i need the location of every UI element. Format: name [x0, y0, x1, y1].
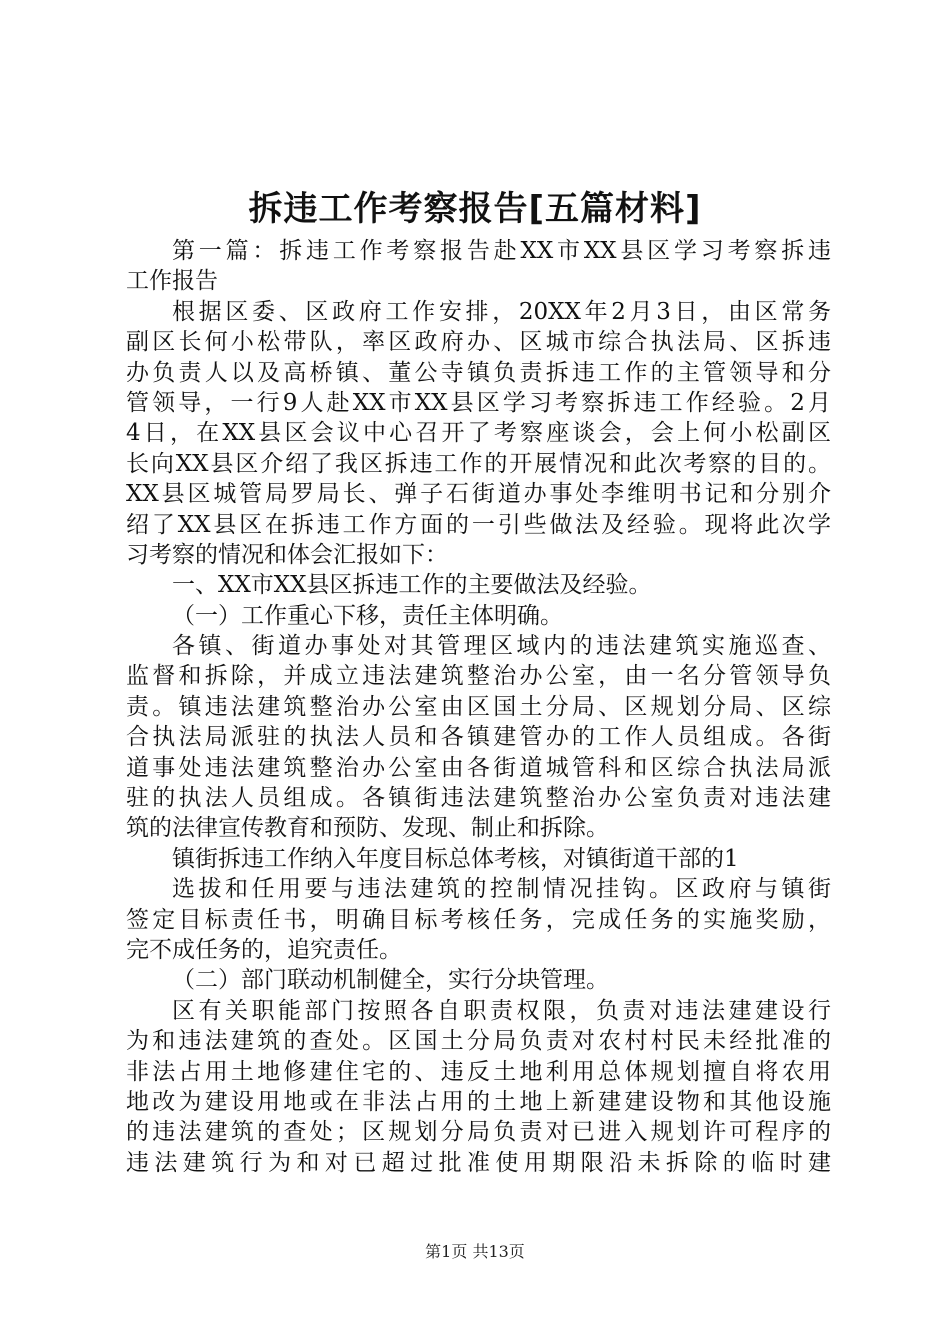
text-line: 第一篇：拆违工作考察报告赴XX市XX县区学习考察拆违	[172, 238, 831, 264]
text-line: 长向XX县区介绍了我区拆违工作的开展情况和此次考察的目的。	[126, 450, 831, 477]
text-line: 监督和拆除，并成立违法建筑整治办公室，由一名分管领导负	[126, 663, 831, 690]
text-line: 一、XX市XX县区拆违工作的主要做法及经验。	[172, 572, 652, 599]
text-line: 绍了XX县区在拆违工作方面的一引些做法及经验。现将此次学	[126, 511, 831, 538]
page-footer: 第1页 共13页	[425, 1242, 525, 1261]
text-line: 责。镇违法建筑整治办公室由区国土分局、区规划分局、区综	[126, 693, 831, 720]
document-title: 拆违工作考察报告[五篇材料]	[248, 189, 702, 229]
text-line: （二）部门联动机制健全，实行分块管理。	[172, 967, 609, 994]
text-line: （一）工作重心下移，责任主体明确。	[172, 602, 563, 629]
text-line: 违法建筑行为和对已超过批准使用期限沿未拆除的临时建	[126, 1149, 831, 1176]
text-line: 办负责人以及高桥镇、董公寺镇负责拆违工作的主管领导和分	[126, 359, 831, 386]
text-line: 管领导，一行9人赴XX市XX县区学习考察拆违工作经验。2月	[126, 389, 831, 416]
text-line: 工作报告	[126, 268, 218, 295]
text-line: 地改为建设用地或在非法占用的土地上新建建设物和其他设施	[126, 1088, 831, 1115]
text-line: 各镇、街道办事处对其管理区域内的违法建筑实施巡查、	[172, 633, 831, 660]
text-line: 镇街拆违工作纳入年度目标总体考核，对镇街道干部的1	[172, 845, 739, 872]
text-line: 4日，在XX县区会议中心召开了考察座谈会，会上何小松副区	[126, 420, 831, 447]
text-line: 区有关职能部门按照各自职责权限，负责对违法建建设行	[172, 997, 831, 1024]
text-line: 道事处违法建筑整治办公室由各街道城管科和区综合执法局派	[126, 754, 831, 781]
document-body	[126, 236, 831, 1178]
text-line: 选拔和任用要与违法建筑的控制情况挂钩。区政府与镇街	[172, 876, 831, 903]
text-line: 筑的法律宣传教育和预防、发现、制止和拆除。	[126, 815, 609, 842]
text-line: XX县区城管局罗局长、弹子石街道办事处李维明书记和分别介	[126, 481, 831, 508]
text-line: 合执法局派驻的执法人员和各镇建管办的工作人员组成。各街	[126, 724, 831, 751]
text-line: 的违法建筑的查处；区规划分局负责对已进入规划许可程序的	[126, 1119, 831, 1146]
text-line: 驻的执法人员组成。各镇街违法建筑整治办公室负责对违法建	[126, 785, 831, 812]
text-line: 非法占用土地修建住宅的、违反土地利用总体规划擅自将农用	[126, 1058, 831, 1085]
text-line: 习考察的情况和体会汇报如下：	[126, 541, 448, 568]
text-line: 根据区委、区政府工作安排，20XX年2月3日，由区常务	[172, 298, 831, 325]
text-line: 为和违法建筑的查处。区国土分局负责对农村村民未经批准的	[126, 1028, 831, 1055]
text-line: 签定目标责任书，明确目标考核任务，完成任务的实施奖励，	[126, 906, 831, 933]
text-line: 副区长何小松带队，率区政府办、区城市综合执法局、区拆违	[126, 329, 831, 356]
text-line: 完不成任务的，追究责任。	[126, 936, 402, 963]
